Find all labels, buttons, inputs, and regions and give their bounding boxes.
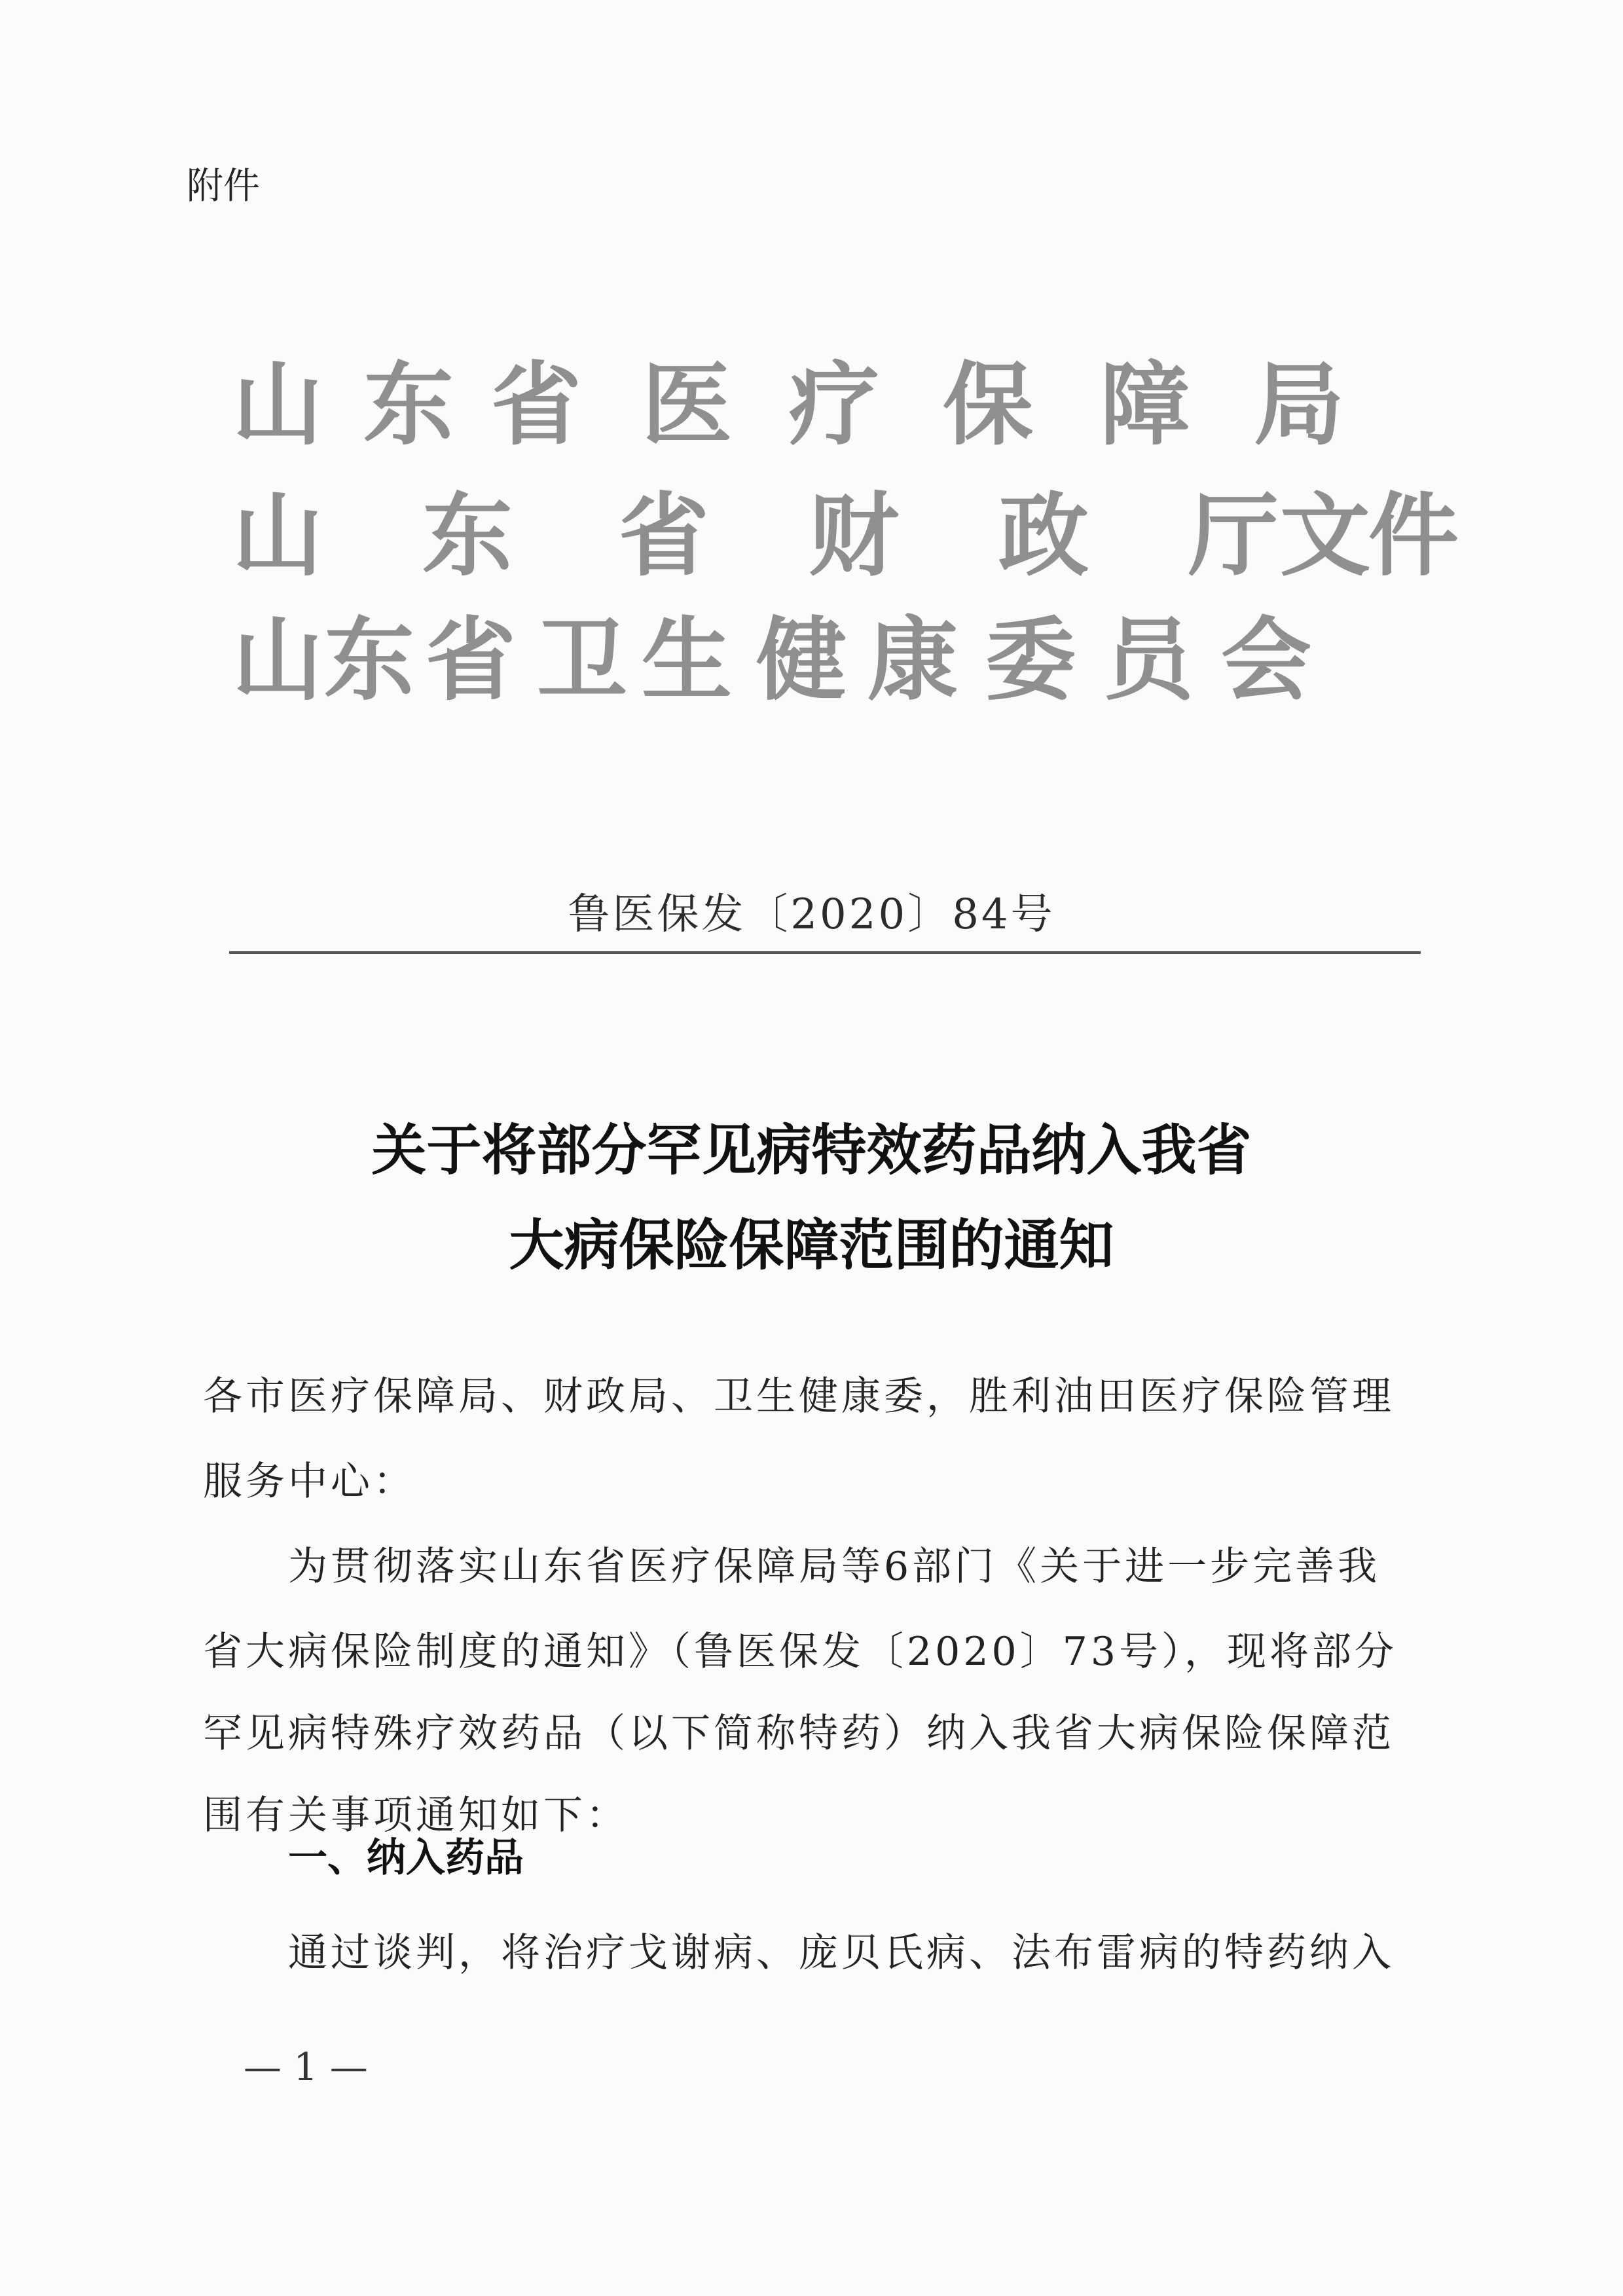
header-char: 障 bbox=[1100, 352, 1191, 458]
body-line: 各市医疗保障局、财政局、卫生健康委，胜利油田医疗保险管理 bbox=[203, 1374, 1395, 1419]
header-char: 省 bbox=[619, 483, 710, 589]
document-number: 鲁医保发〔2020〕84号 bbox=[568, 890, 1055, 939]
body-line: 通过谈判，将治疗戈谢病、庞贝氏病、法布雷病的特药纳入 bbox=[203, 1930, 1395, 1976]
header-char: 政 bbox=[998, 483, 1089, 589]
header-char: 厅 bbox=[1188, 483, 1279, 589]
header-char: 医 bbox=[642, 352, 733, 458]
header-char: 省 bbox=[426, 608, 517, 713]
header-char: 局 bbox=[1254, 352, 1345, 458]
body-line: 围有关事项通知如下： bbox=[203, 1793, 629, 1838]
header-char: 山 bbox=[232, 352, 323, 458]
header-char: 保 bbox=[943, 352, 1034, 458]
page-number: — 1 — bbox=[244, 2045, 368, 2089]
header-char: 卫 bbox=[537, 608, 628, 713]
body-line: 为贯彻落实山东省医疗保障局等6部门《关于进一步完善我 bbox=[203, 1544, 1381, 1590]
section-heading: 一、纳入药品 bbox=[288, 1835, 524, 1881]
header-char: 东 bbox=[324, 608, 415, 713]
header-char: 山 bbox=[232, 608, 323, 713]
header-char: 生 bbox=[642, 608, 733, 713]
document-title-line-1: 关于将部分罕见病特效药品纳入我省 bbox=[371, 1118, 1252, 1182]
body-line: 服务中心： bbox=[203, 1459, 416, 1504]
header-char: 东 bbox=[422, 483, 513, 589]
attachment-label: 附件 bbox=[187, 165, 260, 208]
header-char: 康 bbox=[867, 608, 958, 713]
header-char: 文 bbox=[1280, 483, 1371, 589]
header-char: 会 bbox=[1221, 608, 1312, 713]
header-char: 件 bbox=[1368, 483, 1459, 589]
header-char: 员 bbox=[1103, 608, 1194, 713]
header-char: 委 bbox=[985, 608, 1076, 713]
header-char: 东 bbox=[363, 352, 454, 458]
header-char: 山 bbox=[232, 483, 323, 589]
header-char: 省 bbox=[491, 352, 582, 458]
header-divider bbox=[229, 951, 1421, 954]
document-title-line-2: 大病保险保障范围的通知 bbox=[509, 1212, 1114, 1277]
body-line: 罕见病特殊疗效药品（以下简称特药）纳入我省大病保险保障范 bbox=[203, 1711, 1395, 1757]
header-char: 疗 bbox=[789, 352, 880, 458]
header-char: 财 bbox=[809, 483, 900, 589]
header-char: 健 bbox=[756, 608, 847, 713]
body-line: 省大病保险制度的通知》（鲁医保发〔2020〕73号），现将部分 bbox=[203, 1629, 1398, 1675]
